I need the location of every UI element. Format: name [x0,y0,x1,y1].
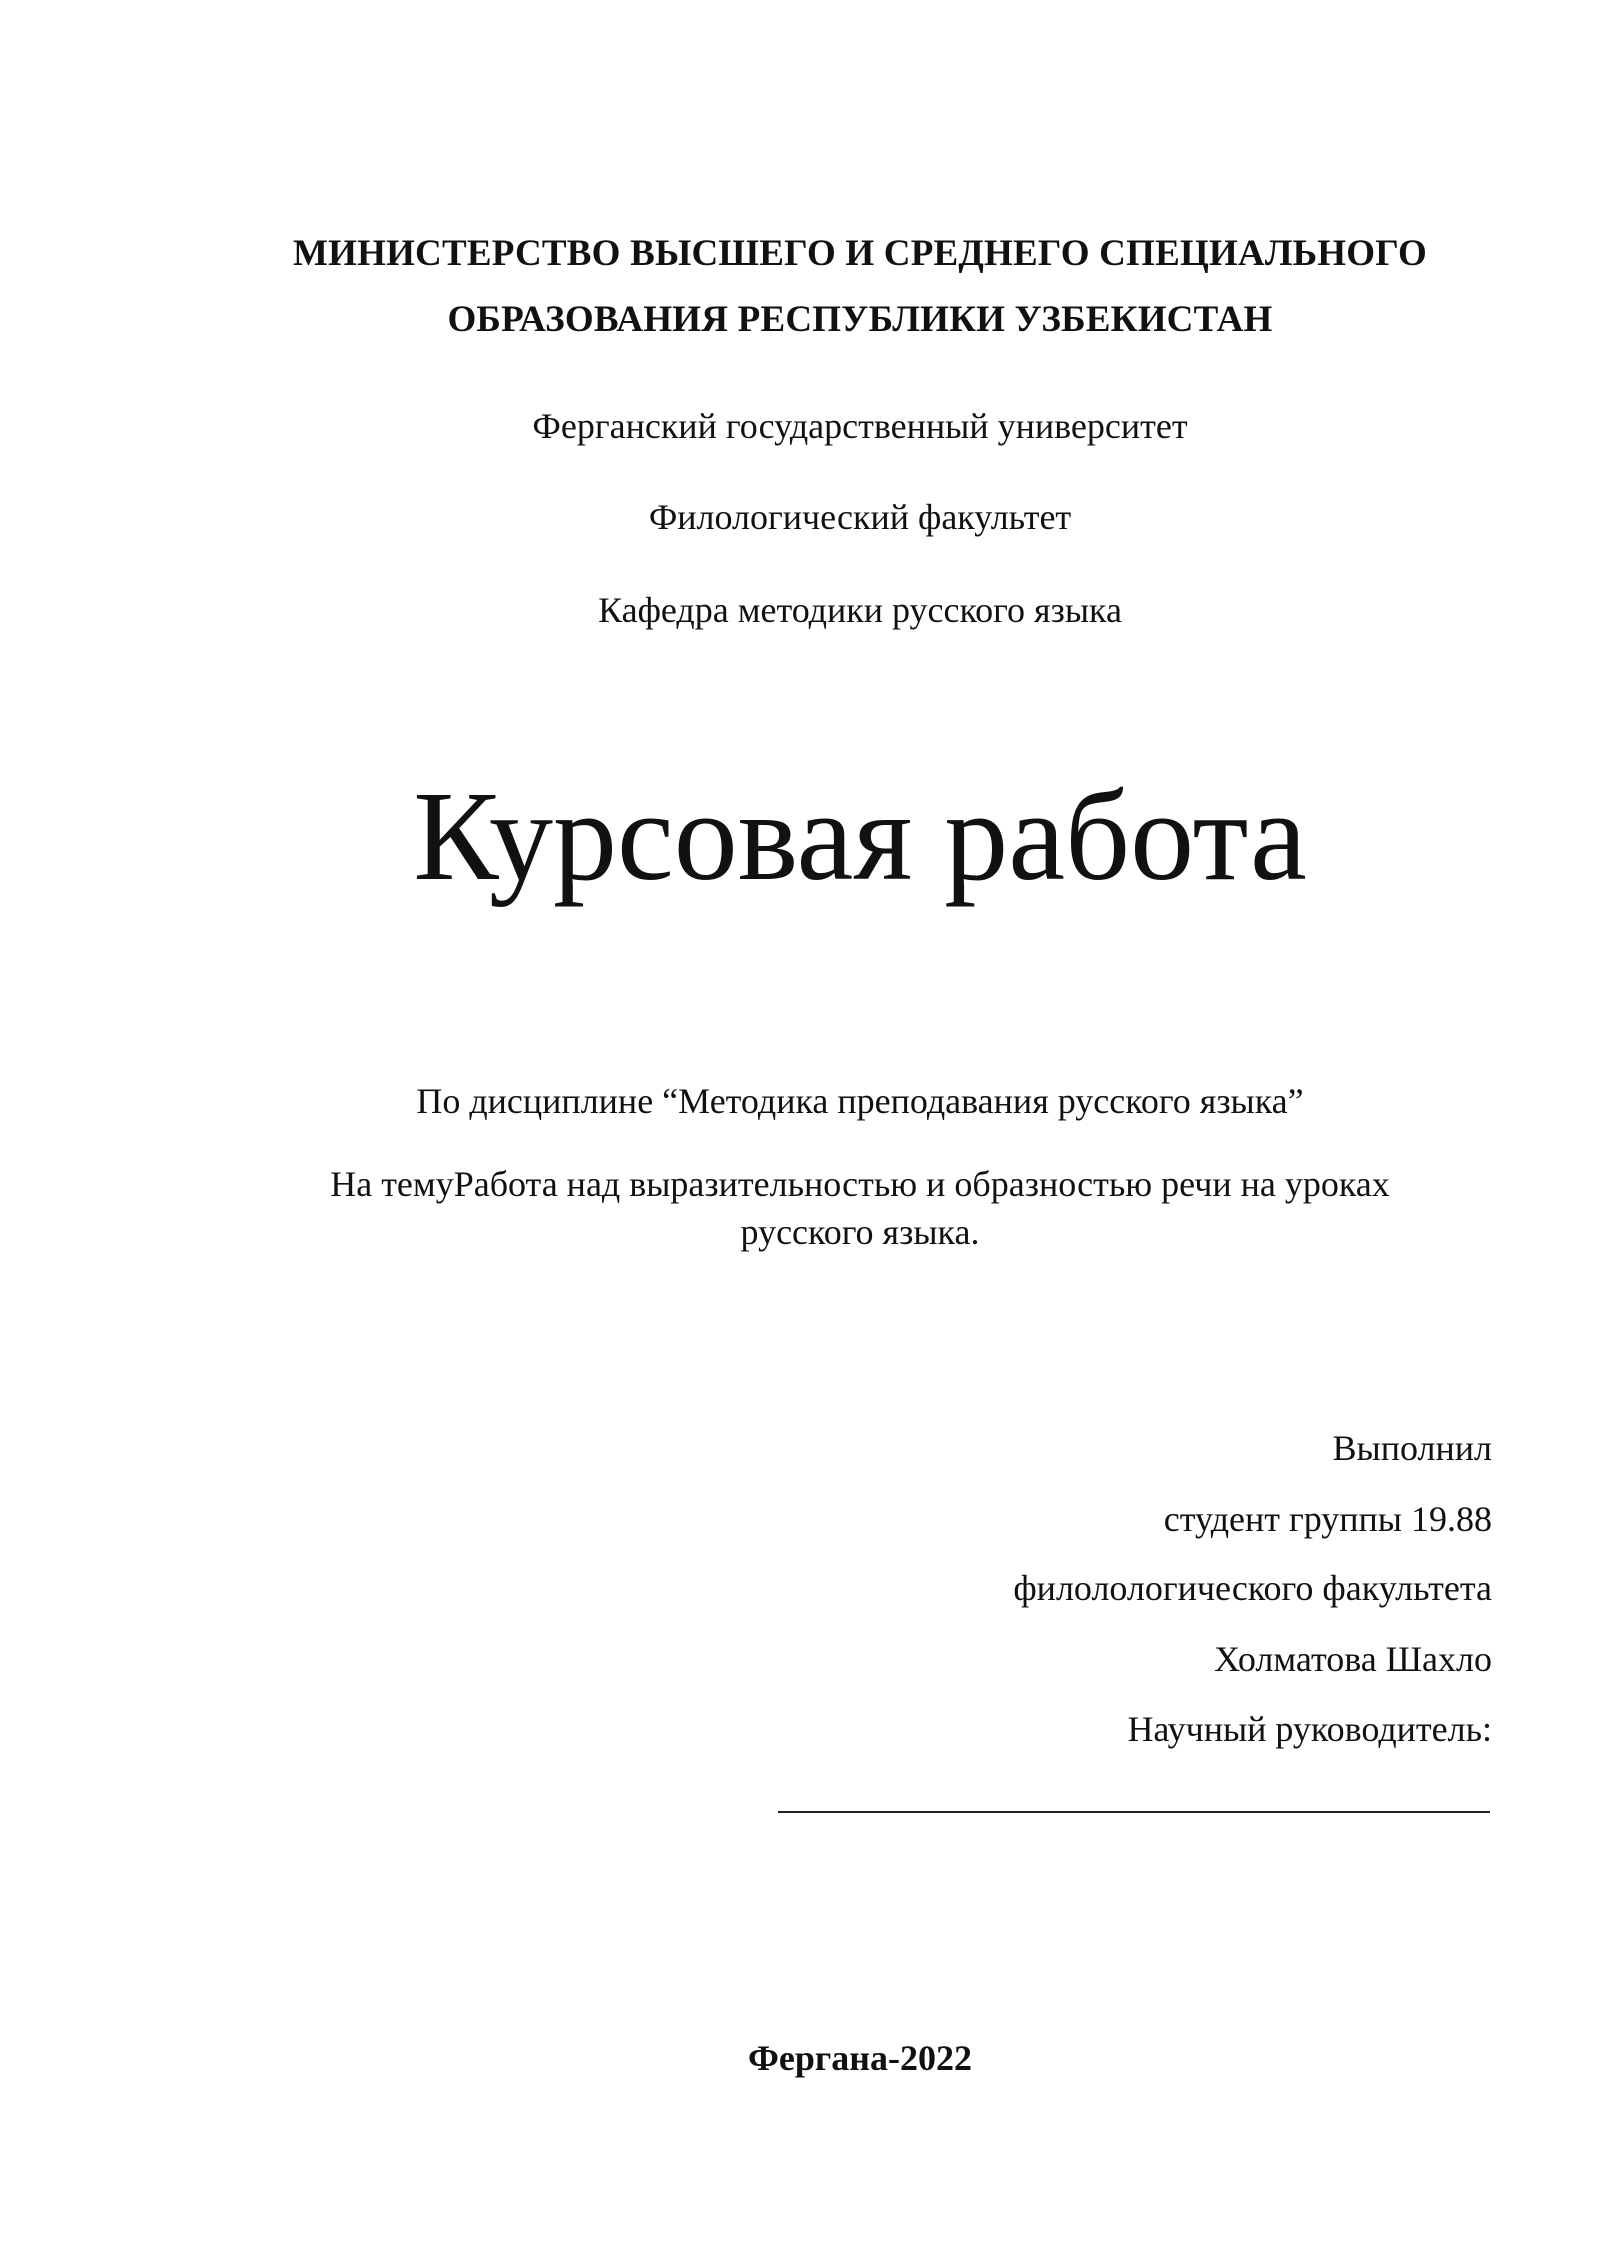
faculty-name: Филологический факультет [648,497,1072,537]
student-group: студент группы 19.88 [1163,1499,1492,1539]
ministry-title-line-1: МИНИСТЕРСТВО ВЫСШЕГО И СРЕДНЕГО СПЕЦИАЛЬНОГО [292,233,1428,274]
topic-line: На темуРабота над выразительностью и образностью речи на уроках русского языка. [330,1164,1390,1252]
document-title: Курсовая работа [413,765,1307,907]
supervisor-signature-line [778,1811,1490,1813]
student-name: Холматова Шахло [1214,1639,1492,1679]
discipline-line: По дисциплине “Методика преподавания русского языка” [416,1081,1304,1121]
city-year: Фергана-2022 [748,2038,972,2078]
department-name: Кафедра методики русского языка [598,590,1122,630]
completed-by-label: Выполнил [1332,1428,1492,1468]
ministry-title-line-2: ОБРАЗОВАНИЯ РЕСПУБЛИКИ УЗБЕКИСТАН [447,299,1273,340]
student-faculty: филолологического факультета [1013,1568,1492,1608]
supervisor-label: Научный руководитель: [1127,1709,1492,1749]
university-name: Ферганский государственный университет [532,406,1188,446]
